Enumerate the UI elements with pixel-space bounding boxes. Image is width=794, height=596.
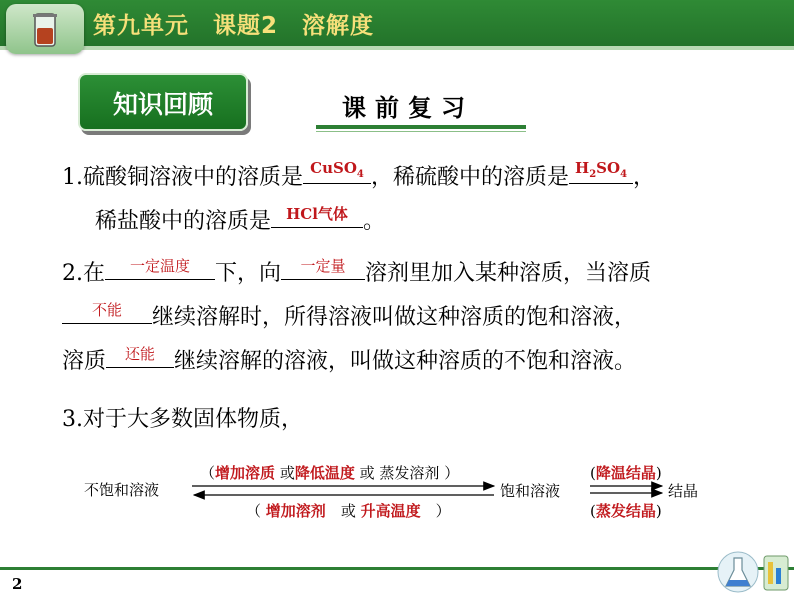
q1-text: 1.硫酸铜溶液中的溶质是 xyxy=(62,165,303,190)
cond-evaporate: 蒸发溶剂 xyxy=(379,464,440,482)
q2-answer-3: 不能 xyxy=(91,301,122,319)
badge-label: 知识回顾 xyxy=(112,90,213,119)
page-number: 2 xyxy=(12,575,23,593)
paren-close: ） xyxy=(444,464,460,482)
q1-text-2b: 。 xyxy=(363,209,386,234)
unsaturated-solution-label: 不饱和溶液 xyxy=(84,481,160,499)
q2-text-c: 溶剂里加入某种溶质，当溶质 xyxy=(365,261,652,286)
q2-text-2b: 继续溶解时，所得溶液叫做这种溶质的饱和溶液， xyxy=(152,305,637,330)
q2-answer-1: 一定温度 xyxy=(129,257,190,275)
crystallization-label: 结晶 xyxy=(668,482,699,500)
crystal-method-top xyxy=(590,462,662,483)
q2-text-b: 下，向 xyxy=(215,261,282,286)
page-title: 第九单元 课题2 溶解度 xyxy=(93,13,375,39)
footer xyxy=(0,567,794,596)
q1-answer-2-a: H xyxy=(575,159,590,177)
cond-add-solute: 增加溶质 xyxy=(215,464,276,482)
q1-answer-2-sub2: 4 xyxy=(620,169,628,180)
paren-open: （ xyxy=(200,464,216,482)
q1-answer-2-b: SO xyxy=(596,159,621,177)
backward-conditions xyxy=(246,500,451,521)
cond-raise-temp: 升高温度 xyxy=(360,502,421,520)
evaporation-crystallization: 蒸发结晶 xyxy=(595,502,656,520)
paren-open-4: ( xyxy=(590,502,596,520)
cond-lower-temp: 降低温度 xyxy=(294,464,355,482)
section-heading: 课前复习 xyxy=(342,93,474,122)
q1-text-c: ， xyxy=(633,165,656,190)
paren-close-4: ) xyxy=(655,502,662,520)
saturated-solution-label: 饱和溶液 xyxy=(500,482,561,500)
forward-conditions xyxy=(200,462,459,483)
q1-answer-1-text: CuSO xyxy=(310,159,357,177)
cooling-crystallization: 降温结晶 xyxy=(595,464,656,482)
paren-open-2: （ xyxy=(246,502,262,520)
q2-answer-2: 一定量 xyxy=(300,257,346,275)
cond-or-3: 或 xyxy=(340,502,356,520)
q1-text-2: 稀盐酸中的溶质是 xyxy=(95,209,272,234)
q2-text-a: 2.在 xyxy=(62,261,105,286)
crystal-method-bottom xyxy=(590,500,662,521)
cond-or-2: 或 xyxy=(359,464,375,482)
q2-text-3b: 继续溶解的溶液，叫做这种溶质的不饱和溶液。 xyxy=(174,349,637,374)
paren-close-3: ) xyxy=(655,464,662,482)
q2-text-3a: 溶质 xyxy=(62,349,107,374)
q2-answer-4: 还能 xyxy=(125,345,156,363)
footer-line xyxy=(0,567,794,570)
q1-answer-1-sub: 4 xyxy=(356,169,364,180)
cond-add-solvent: 增加溶剂 xyxy=(265,502,326,520)
paren-open-3: ( xyxy=(590,464,596,482)
lab-equipment-icon xyxy=(712,548,792,596)
q1-answer-2-sub1: 2 xyxy=(589,169,597,180)
q3-line: 3.对于大多数固体物质， xyxy=(62,407,303,432)
cond-or-1: 或 xyxy=(279,464,295,482)
q1-answer-3: HCl气体 xyxy=(286,205,348,223)
paren-close-2: ） xyxy=(435,502,451,520)
q1-text-b: ，稀硫酸中的溶质是 xyxy=(371,165,570,190)
